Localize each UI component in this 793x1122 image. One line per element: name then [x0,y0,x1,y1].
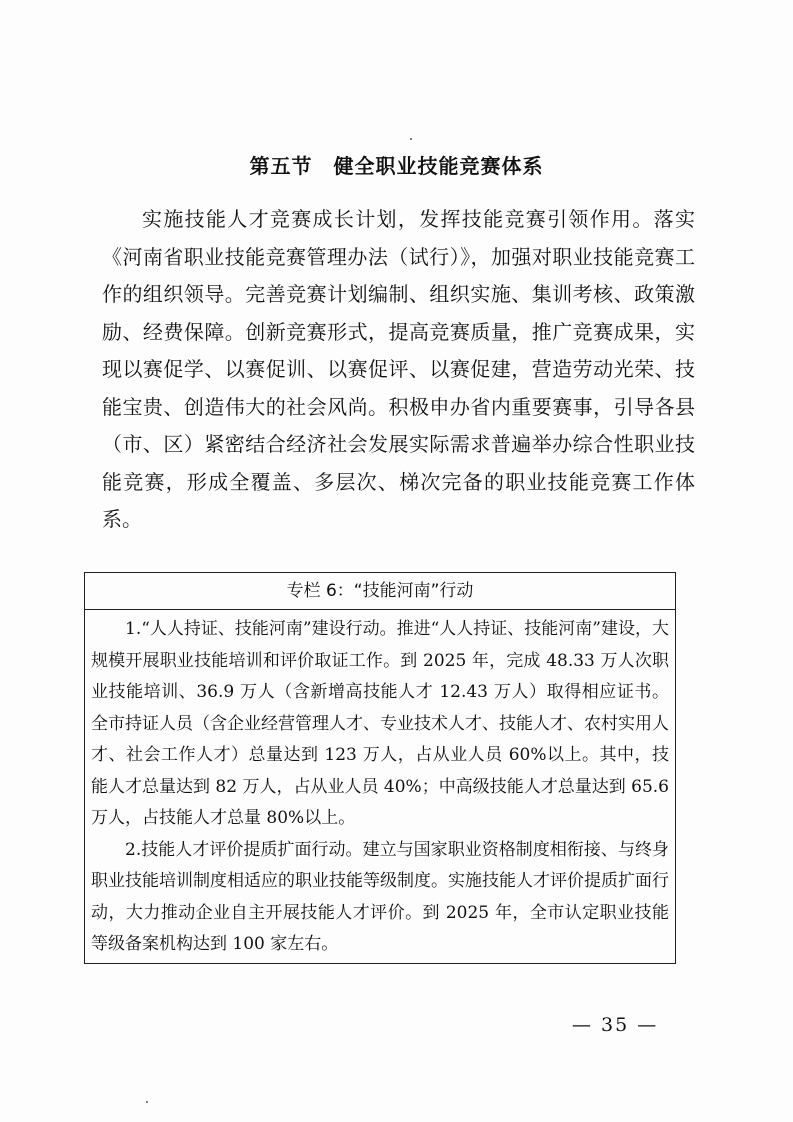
feature-box-item-2: 2.技能人才评价提质扩面行动。建立与国家职业资格制度相衔接、与终身职业技能培训制度相适应的职业技能等级制度。实施技能人才评价提质扩面行动，大力推动企业自主开展技能人才评价。到 2025 年，全市认定职业技能等级备案机构达到 100 家左右。 [91,839,669,954]
page-number: — 35 — [572,1014,659,1036]
section-title: 第五节 健全职业技能竞赛体系 [249,154,544,178]
scan-speck [146,1101,148,1103]
feature-box-item-1: 1.“人人持证、技能河南”建设行动。推进“人人持证、技能河南”建设，大规模开展职业技能培训和评价取证工作。到 2025 年，完成 48.33 万人次职业技能培训、36.9 万人（含新增高技能人才 12.43 万人）取得相应证书。全市持证人员（含企业经营管理人才、专业技术人才、技能人才、农村实用人才、社会工作人才）总量达到 123 万人，占从业人员 60%以上。其中，技能人才总量达到 82 万人，占从业人员 40%；中高级技能人才总量达到 65.6 万人，占技能人才总量 80%以上。 [91,619,669,828]
feature-box-title: 专栏 6：“技能河南”行动 [85,573,675,610]
scan-speck [410,138,412,140]
feature-box [84,572,676,964]
body-paragraph: 实施技能人才竞赛成长计划，发挥技能竞赛引领作用。落实《河南省职业技能竞赛管理办法（试行）》，加强对职业技能竞赛工作的组织领导。完善竞赛计划编制、组织实施、集训考核、政策激励、经费保障。创新竞赛形式，提高竞赛质量，推广竞赛成果，实现以赛促学、以赛促训、以赛促评、以赛促建，营造劳动光荣、技能宝贵、创造伟大的社会风尚。积极申办省内重要赛事，引导各县（市、区）紧密结合经济社会发展实际需求普遍举办综合性职业技能竞赛，形成全覆盖、多层次、梯次完备的职业技能竞赛工作体系。 [102,207,695,531]
